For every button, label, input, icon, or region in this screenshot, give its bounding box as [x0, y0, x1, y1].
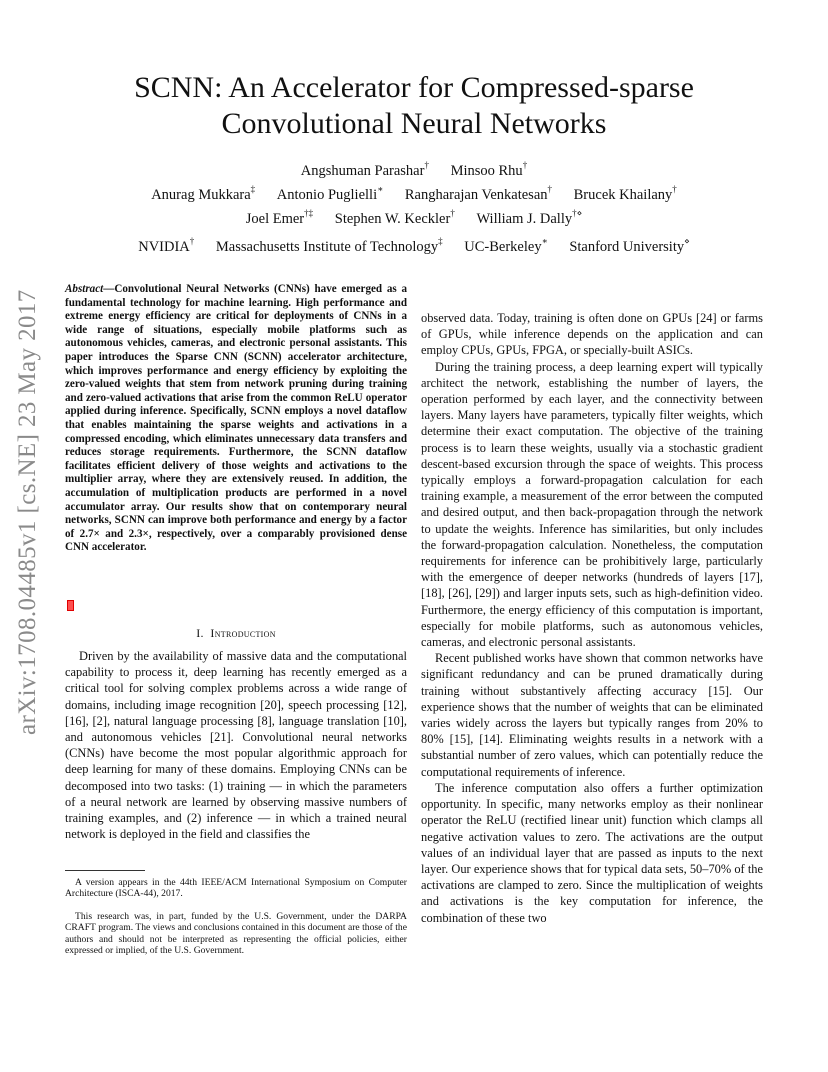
author-row-3: [60, 210, 768, 228]
intro-left-column: [65, 648, 407, 842]
right-column: [421, 310, 763, 926]
author: Antonio Puglielli∗: [276, 184, 384, 203]
abstract: [65, 283, 407, 555]
footnote-1: A version appears in the 44th IEEE/ACM International Symposium on Computer Architecture (ISCA-44), 2017.: [65, 877, 407, 900]
affiliation: Stanford University⋄: [569, 236, 690, 255]
paragraph: Recent published works have shown that common networks have significant redundancy and can be pruned dramatically during training without substantively affecting accuracy [15]. Our experience shows that the number of weights that can be eliminated varies widely across the layers but typically ranges from 20% to 80% [15], [14]. Eliminating weights results in a network with a substantial number of zero values, which can potentially reduce the computational requirements of inference.: [421, 651, 763, 779]
author: Angshuman Parashar†: [300, 160, 429, 179]
section-heading: I. Introduction: [196, 626, 276, 640]
arxiv-stamp: arXiv:1708.04485v1 [cs.NE] 23 May 2017: [14, 289, 41, 735]
author: William J. Dally†⋄: [476, 208, 583, 227]
paragraph: During the training process, a deep learning expert will typically architect the network, establishing the number of layers, the operation performed by each layer, and the connectivity between layers. Many layers have parameters, typically filter weights, which determine their exact computation. The objective of the training process is to learn these weights, usually via a stochastic gradient descent-based excursion through the space of weights. This process typically employs a forward-propagation calculation for each training example, a measurement of the error between the computed and desired output, and then back-propagation through the network to update the weights. Inference has similarities, but only includes the forward-propagation calculation. Nonetheless, the computation requirements for inference can be prohibitively large, particularly with the emergence of deeper networks (hundreds of layers [17], [18], [26], [29]) and larger inputs sets, such as high-definition video. Furthermore, the energy efficiency of this computation is important, especially for mobile platforms, such as autonomous vehicles, cameras, and electronic personal assistants.: [421, 359, 763, 650]
affiliations: [60, 238, 768, 256]
affiliation: UC-Berkeley∗: [464, 236, 548, 255]
abstract-text: —Convolutional Neural Networks (CNNs) have emerged as a fundamental technology for machine learning. High performance and extreme energy efficiency are critical for deployments of CNNs in a wide range of situations, especially mobile platforms such as autonomous vehicles, cameras, and electronic personal assistants. This paper introduces the Sparse CNN (SCNN) accelerator architecture, which improves performance and energy efficiency by exploiting the zero-valued weights that stem from network pruning during training and zero-valued activations that arise from the common ReLU operator applied during inference. Specifically, SCNN employs a novel dataflow that enables maintaining the sparse weights and activations in a compressed encoding, which eliminates unnecessary data transfers and reduces storage requirements. Furthermore, the SCNN dataflow facilitates efficient delivery of those weights and activations to the multiplier array, where they are extensively reused. In addition, the accumulation of multiplication products are performed in a novel accumulator array. Our results show that on contemporary neural networks, SCNN can improve both performance and energy by a factor of 2.7× and 2.3×, respectively, over a comparably provisioned dense CNN accelerator.: [65, 283, 407, 554]
paragraph: observed data. Today, training is often done on GPUs [24] or farms of GPUs, while inference depends on the application and can employ CPUs, GPUs, FPGA, or specially-built ASICs.: [421, 311, 763, 358]
affiliation: Massachusetts Institute of Technology‡: [215, 236, 443, 255]
author-row-1: [60, 162, 768, 180]
author: Anurag Mukkara‡: [151, 184, 256, 203]
footnote-rule: [65, 870, 145, 871]
author: Rangharajan Venkatesan†: [404, 184, 553, 203]
paragraph: Driven by the availability of massive data and the computational capability to process it, deep learning has recently emerged as a critical tool for solving complex problems across a wide range of domains, including image recognition [20], speech processing [12], [16], [2], natural language processing [8], language translation [10], and autonomous vehicles [21]. Convolutional neural networks (CNNs) have become the most popular algorithmic approach for deep learning for many of these domains. Employing CNNs can be decomposed into two tasks: (1) training — in which the parameters of a neural network are learned by observing massive numbers of training examples, and (2) inference — in which a trained neural network is deployed in the field and classifies the: [65, 649, 407, 842]
author: Stephen W. Keckler†: [334, 208, 455, 227]
paragraph: The inference computation also offers a further optimization opportunity. In specific, many networks employ as their nonlinear operator the ReLU (rectified linear unit) function which clamps all negative activation values to zero. The activations are the output values of an individual layer that are passed as inputs to the next layer. Our experience shows that for typical data sets, 50–70% of the activations are clamped to zero. Since the multiplication of weights and activations is the key computation for inference, the combination of these two: [421, 780, 763, 925]
author: Joel Emer†‡: [245, 208, 314, 227]
author: Minsoo Rhu†: [450, 160, 528, 179]
author-row-2: [60, 186, 768, 204]
paper-title: SCNN: An Accelerator for Compressed-sparse Convolutional Neural Networks: [134, 71, 694, 140]
link-marker[interactable]: [67, 600, 74, 611]
footnote-2: This research was, in part, funded by the U.S. Government, under the DARPA CRAFT program. The views and conclusions contained in this document are those of the authors and should not be interpreted as representing the official policies, either expressed or implied, of the U.S. Government.: [65, 911, 407, 957]
abstract-label: Abstract: [65, 283, 104, 295]
affiliation: NVIDIA†: [138, 236, 195, 255]
author: Brucek Khailany†: [573, 184, 677, 203]
